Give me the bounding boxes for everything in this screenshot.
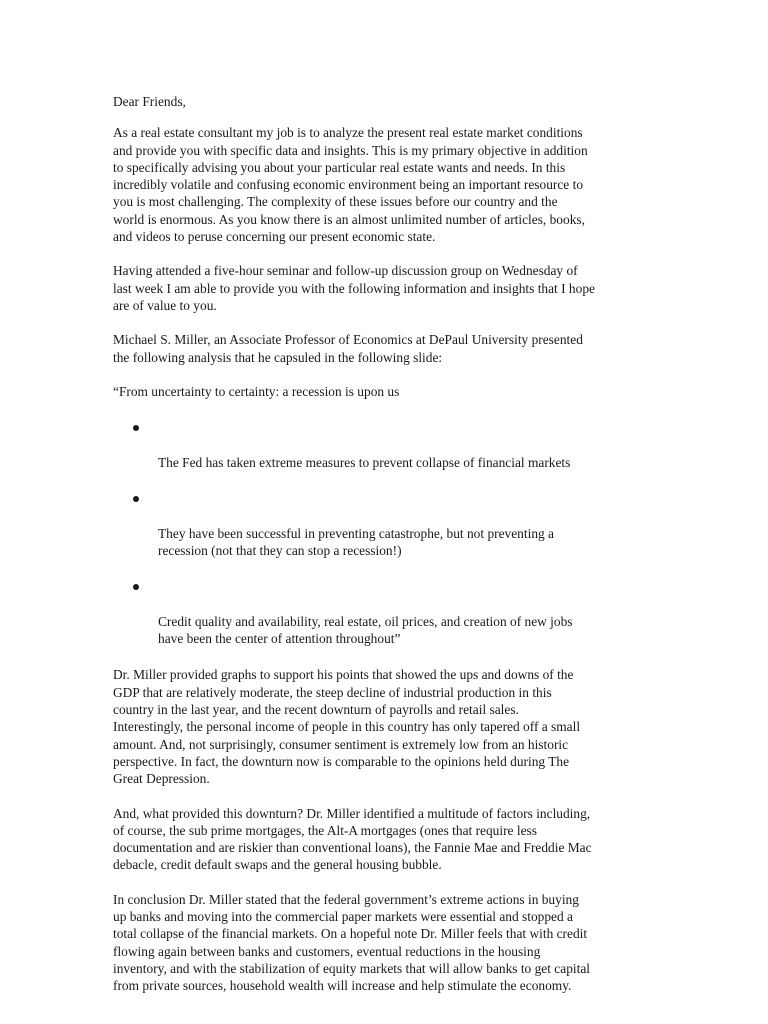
slide-bullet-list [113,419,661,647]
bullet-text: The Fed has taken extreme measures to prevent collapse of financial markets [158,454,571,470]
bullet-icon [133,496,139,502]
paragraph-seminar: Having attended a five-hour seminar and follow-up discussion group on Wednesday of last week I am able to provide you with the following information and insights that I hope are of value to you. [113,263,595,313]
bullet-item [113,490,661,559]
slide-quote-heading: “From uncertainty to certainty: a recession is upon us [113,383,400,399]
bullet-text: They have been successful in preventing catastrophe, but not preventing a recession (not that they can stop a recession!) [158,525,555,558]
salutation: Dear Friends, [113,94,186,109]
letter-body [113,93,661,1011]
bullet-icon [133,425,139,431]
bullet-text: Credit quality and availability, real estate, oil prices, and creation of new jobs have been the center of attention throughout” [158,613,573,647]
paragraph-presenter: Michael S. Miller, an Associate Professor of Economics at DePaul University presented the following analysis that he capsuled in the following slide: [113,332,583,365]
paragraph-conclusion: In conclusion Dr. Miller stated that the federal government’s extreme actions in buying up banks and moving into the commercial paper markets were essential and stopped a total collapse of the financial markets. On a hopeful note Dr. Miller feels that with credit flowing again between banks and customers, eventual reductions in the housing inventory, and with the stabilization of equity markets that will allow banks to get capital from private sources, household wealth will increase and help stimulate the economy. [113,891,590,994]
paragraph-consultant-role: As a real estate consultant my job is to analyze the present real estate market conditions and provide you with specific data and insights. This is my primary objective in addition to specifically advising you about your particular real estate wants and needs. In this incredibly volatile and confusing economic environment being an important resource to you is most challenging. The complexity of these issues before our country and the world is enormous. As you know there is an almost unlimited number of articles, books, and videos to peruse concerning our present economic state. [113,125,588,245]
paragraph-graphs: Dr. Miller provided graphs to support his points that showed the ups and downs of the GDP that are relatively moderate, the steep decline of industrial production in this country in the last year, and the recent downturn of payrolls and retail sales. Interestingly, the personal income of people in this country has only tapered off a small amount. And, not surprisingly, consumer sentiment is extremely low from an historic perspective. In fact, the downturn now is comparable to the opinions held during The Great Depression. [113,667,581,787]
bullet-icon [133,584,139,590]
bullet-item [113,578,661,647]
bullet-item [113,419,661,471]
paragraph-causes: And, what provided this downturn? Dr. Miller identified a multitude of factors including, of course, the sub prime mortgages, the Alt-A mortgages (ones that require less documentation and are riskier than conventional loans), the Fannie Mae and Freddie Mac debacle, credit default swaps and the general housing bubble. [113,805,592,873]
